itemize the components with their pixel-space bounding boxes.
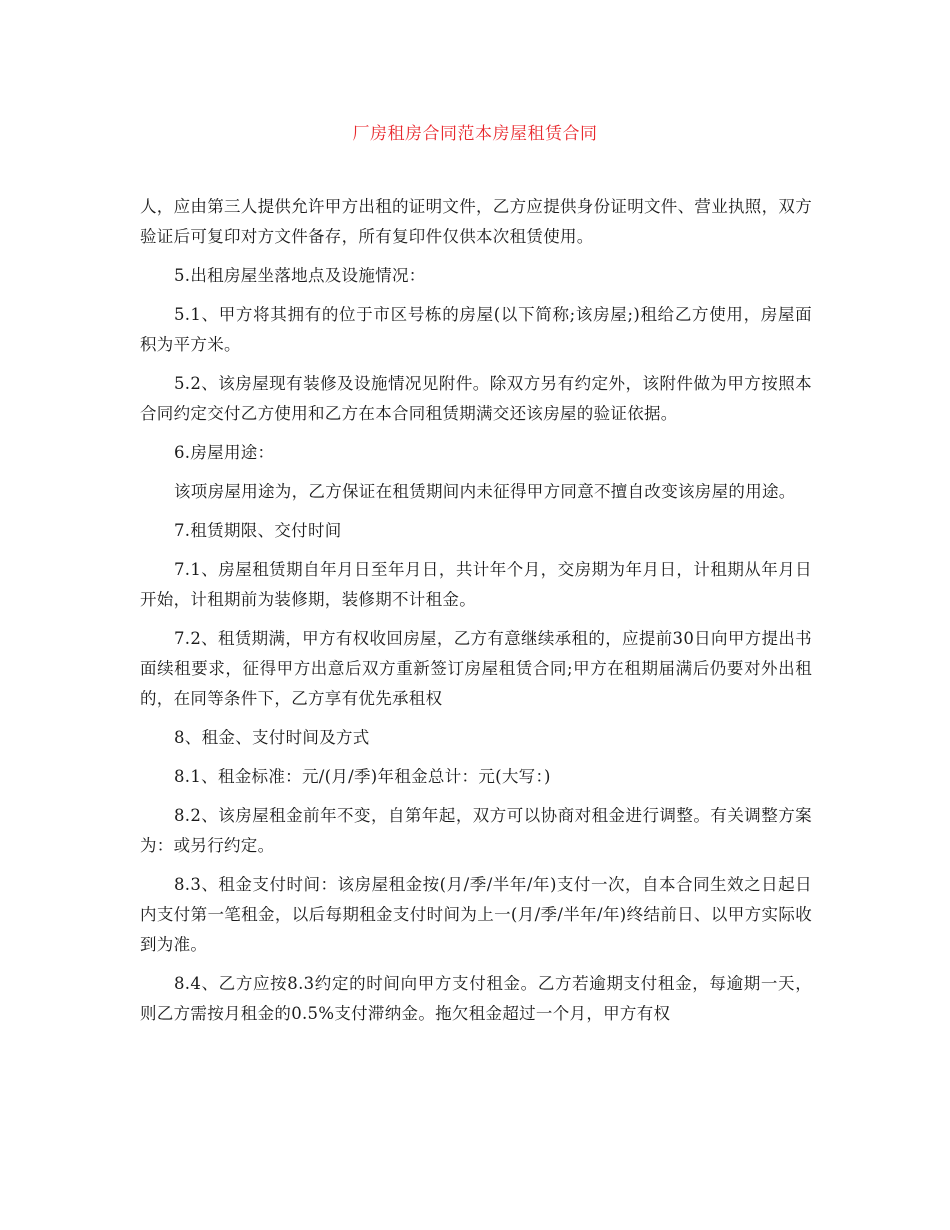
clause-6-body: 该项房屋用途为，乙方保证在租赁期间内未征得甲方同意不擅自改变该房屋的用途。 <box>174 482 796 501</box>
section-heading-7: 7.租赁期限、交付时间 <box>174 521 342 540</box>
clause-8-3: 8.3、租金支付时间：该房屋租金按(月/季/半年/年)支付一次，自本合同生效之日起日内支付第一笔租金，以后每期租金支付时间为上一(月/季/半年/年)终结前日、以甲方实际收到为准。 <box>140 875 812 954</box>
section-heading-5: 5.出租房屋坐落地点及设施情况： <box>174 266 426 285</box>
section-heading-8: 8、租金、支付时间及方式 <box>174 728 370 747</box>
document-title: 厂房租房合同范本房屋租赁合同 <box>352 124 598 144</box>
clause-5-2: 5.2、该房屋现有装修及设施情况见附件。除双方另有约定外，该附件做为甲方按照本合同约定交付乙方使用和乙方在本合同租赁期满交还该房屋的验证依据。 <box>140 374 812 423</box>
paragraph: 人，应由第三人提供允许甲方出租的证明文件，乙方应提供身份证明文件、营业执照，双方验证后可复印对方文件备存，所有复印件仅供本次租赁使用。 <box>140 197 812 246</box>
clause-5-1: 5.1、甲方将其拥有的位于市区号栋的房屋(以下简称;该房屋;)租给乙方使用，房屋面积为平方米。 <box>140 305 812 354</box>
clause-7-1: 7.1、房屋租赁期自年月日至年月日，共计年个月，交房期为年月日，计租期从年月日开始，计租期前为装修期，装修期不计租金。 <box>140 560 812 609</box>
clause-8-4: 8.4、乙方应按8.3约定的时间向甲方支付租金。乙方若逾期支付租金，每逾期一天，则乙方需按月租金的0.5%支付滞纳金。拖欠租金超过一个月，甲方有权 <box>140 974 812 1023</box>
document-body <box>140 192 812 1038</box>
section-heading-6: 6.房屋用途： <box>174 443 275 462</box>
clause-7-2: 7.2、租赁期满，甲方有权收回房屋，乙方有意继续承租的，应提前30日向甲方提出书面续租要求，征得甲方出意后双方重新签订房屋租赁合同;甲方在租期届满后仍要对外出租的，在同等条件下，乙方享有优先承租权 <box>140 629 812 708</box>
clause-8-1: 8.1、租金标准：元/(月/季)年租金总计：元(大写：) <box>174 767 551 786</box>
clause-8-2: 8.2、该房屋租金前年不变，自第年起，双方可以协商对租金进行调整。有关调整方案为：或另行约定。 <box>140 806 812 855</box>
